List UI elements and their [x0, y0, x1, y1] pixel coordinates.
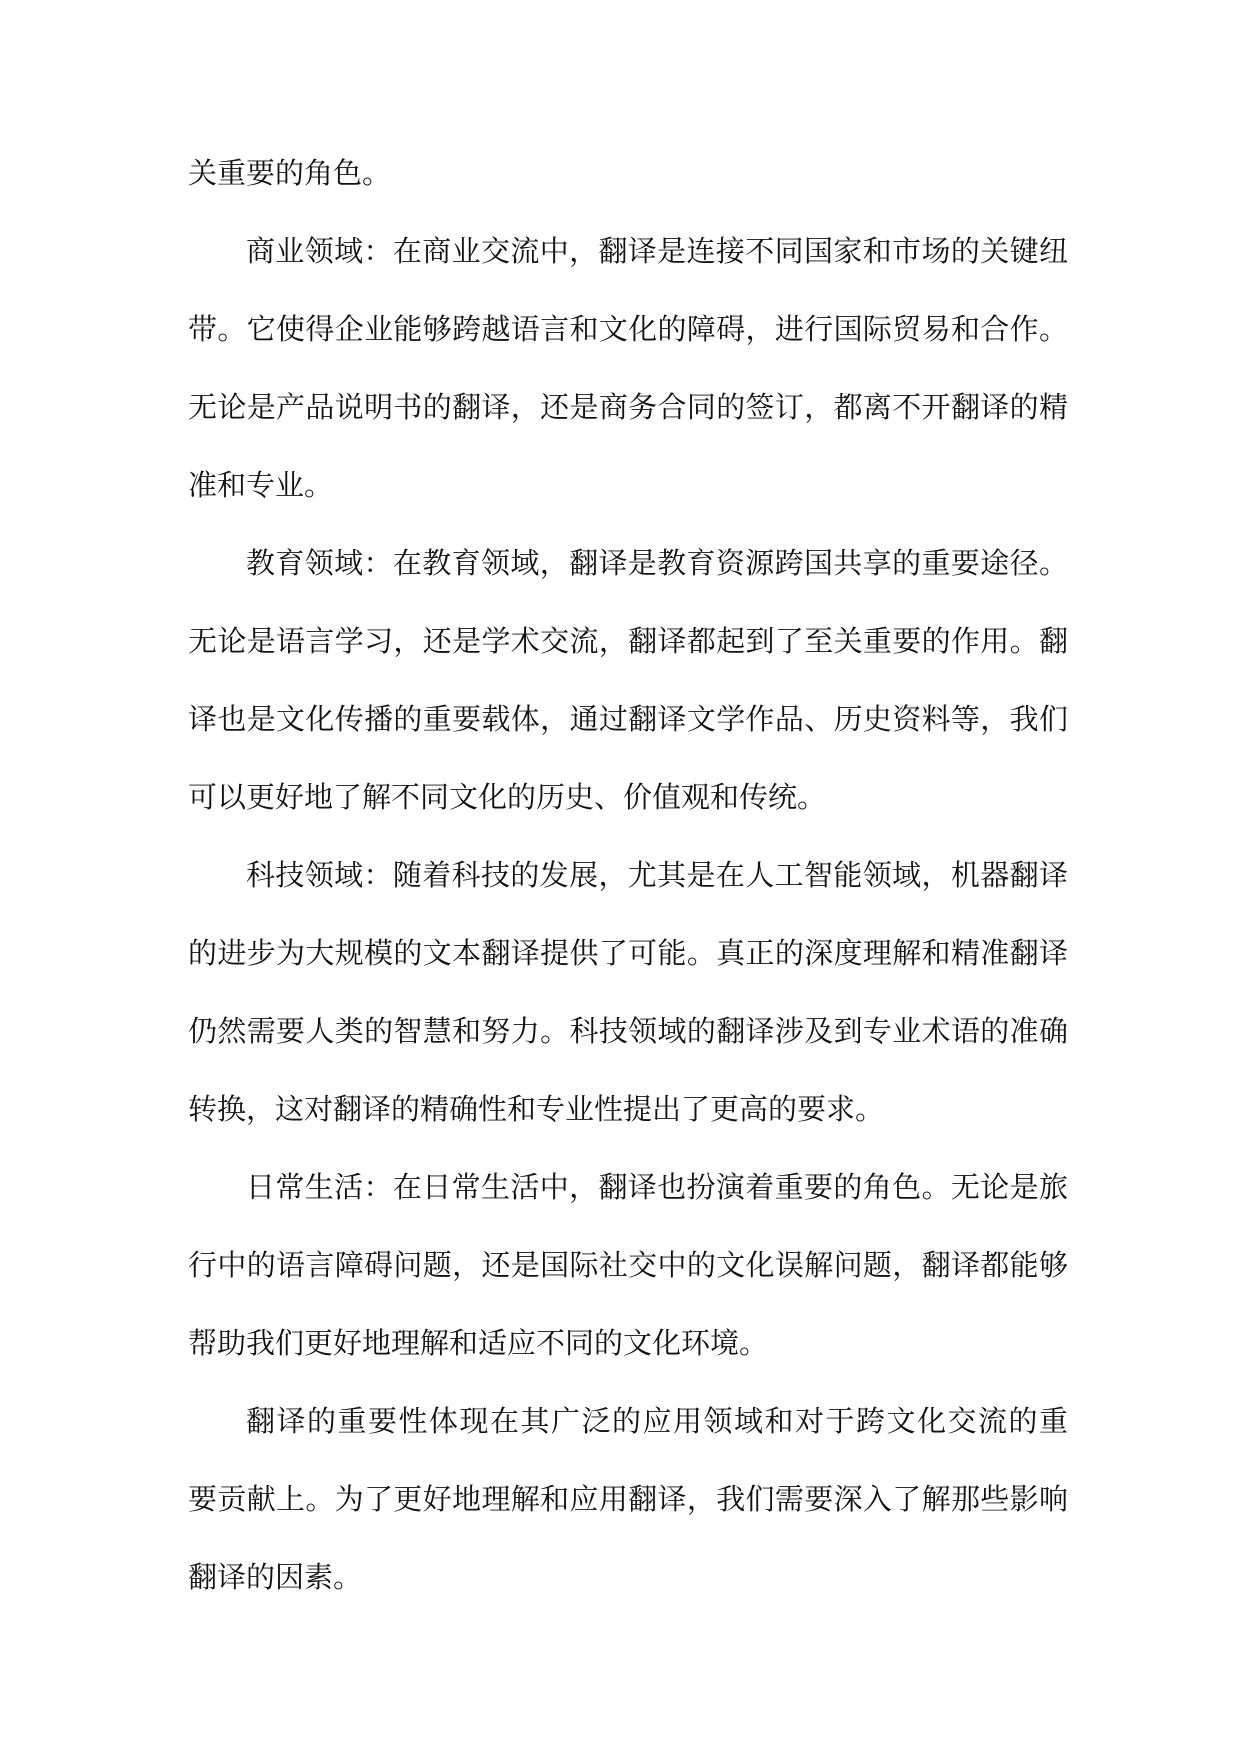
text-line: 行中的语言障碍问题，还是国际社交中的文化误解问题，翻译都能够	[188, 1248, 1068, 1282]
text-line: 帮助我们更好地理解和适应不同的文化环境。	[188, 1326, 769, 1360]
text-line: 译也是文化传播的重要载体，通过翻译文学作品、历史资料等，我们	[188, 702, 1068, 736]
text-line: 可以更好地了解不同文化的历史、价值观和传统。	[188, 780, 827, 814]
document-body	[188, 143, 1068, 1625]
text-line: 科技领域：随着科技的发展，尤其是在人工智能领域，机器翻译	[246, 858, 1068, 892]
text-line: 准和专业。	[188, 468, 334, 502]
text-line: 无论是产品说明书的翻译，还是商务合同的签订，都离不开翻译的精	[188, 390, 1068, 424]
text-line: 仍然需要人类的智慧和努力。科技领域的翻译涉及到专业术语的准确	[188, 1014, 1068, 1048]
text-line: 带。它使得企业能够跨越语言和文化的障碍，进行国际贸易和合作。	[188, 312, 1068, 346]
text-line: 翻译的因素。	[188, 1560, 363, 1594]
text-line: 关重要的角色。	[188, 156, 392, 190]
text-line: 无论是语言学习，还是学术交流，翻译都起到了至关重要的作用。翻	[188, 624, 1068, 658]
text-line: 要贡献上。为了更好地理解和应用翻译，我们需要深入了解那些影响	[188, 1482, 1068, 1516]
text-line: 教育领域：在教育领域，翻译是教育资源跨国共享的重要途径。	[246, 546, 1068, 580]
text-line: 翻译的重要性体现在其广泛的应用领域和对于跨文化交流的重	[246, 1404, 1068, 1438]
text-line: 商业领域：在商业交流中，翻译是连接不同国家和市场的关键纽	[246, 234, 1068, 268]
text-line: 日常生活：在日常生活中，翻译也扮演着重要的角色。无论是旅	[246, 1170, 1068, 1204]
text-line: 的进步为大规模的文本翻译提供了可能。真正的深度理解和精准翻译	[188, 936, 1068, 970]
text-line: 转换，这对翻译的精确性和专业性提出了更高的要求。	[188, 1092, 885, 1126]
